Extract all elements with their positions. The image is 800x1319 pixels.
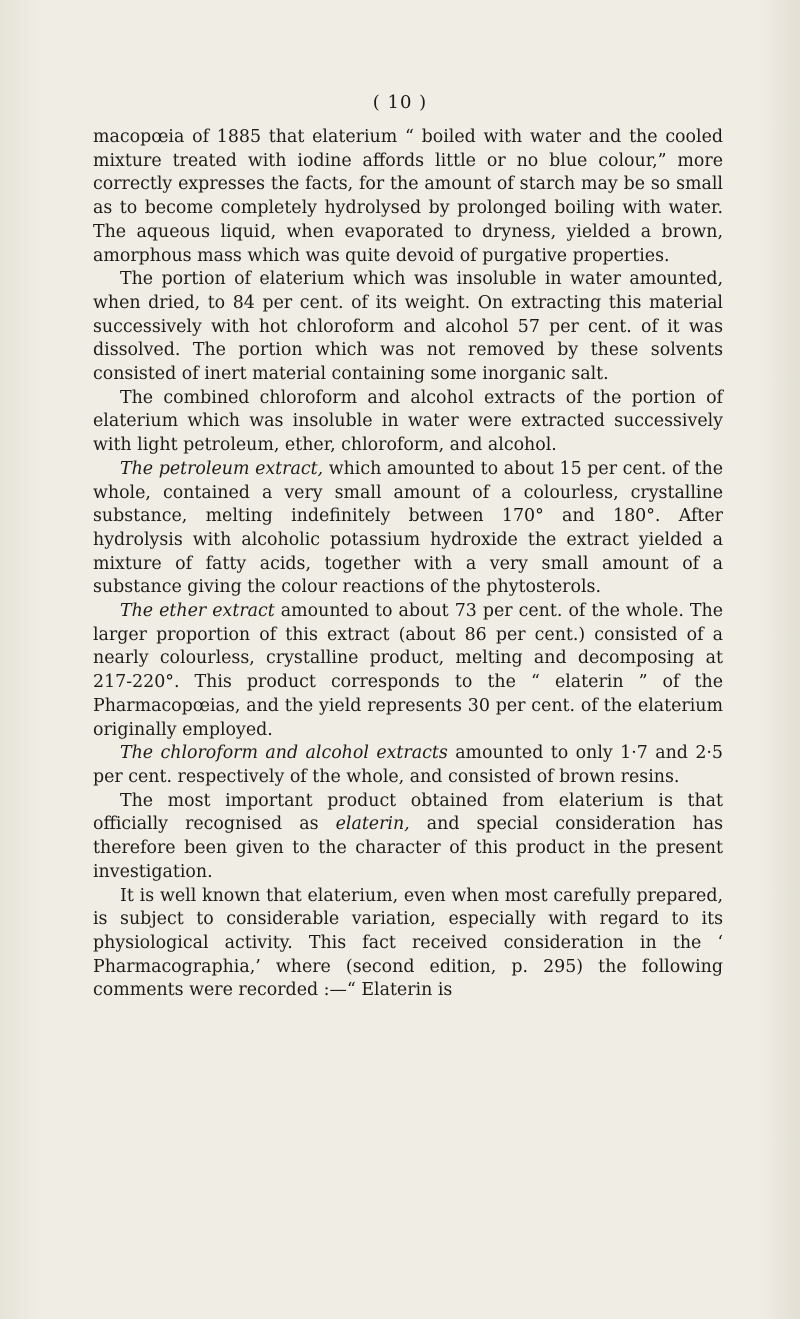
paragraph-text: It is well known that elaterium, even when most carefully prepared, is subject to considerable variation, especially with regard to its physiological activity. This fact received consideration in the ‘ Pharmacographia,’ where (second edition, p. 295) the following comments were recorded :—“ Elaterin is xyxy=(93,885,723,1001)
paragraph-text: The combined chloroform and alcohol extracts of the portion of elaterium which was insoluble in water were extracted successively with light petroleum, ether, chloroform, and alcohol. xyxy=(93,387,723,456)
paragraph-text: The most important product obtained from elaterium is that officially recognised as xyxy=(93,790,723,835)
paragraph-text: amounted to only 1·7 and 2·5 per cent. respectively of the whole, and consisted of brown resins. xyxy=(93,743,723,787)
paragraph-italic-heading: The petroleum extract, xyxy=(120,458,324,479)
paragraph-ether-extract xyxy=(93,600,723,742)
paragraph-petroleum-extract xyxy=(93,458,723,600)
paragraph-text: The portion of elaterium which was insoluble in water amounted, when dried, to 84 per cent. of its weight. On extracting this material successively with hot chloroform and alcohol 57 per cent. of it was dissolved. The portion which was not removed by these solvents consisted of inert material containing some inorganic salt. xyxy=(93,269,723,385)
paragraph-elaterin xyxy=(93,790,723,885)
paragraph-italic-heading: The chloroform and alcohol extracts xyxy=(120,743,448,764)
paragraph-italic-term: elaterin, xyxy=(335,814,410,835)
paragraph-insoluble-portion xyxy=(93,268,723,387)
paragraph-continuation xyxy=(93,126,723,268)
paragraph-text: and special consideration has therefore been given to the character of this product in the present investigation. xyxy=(93,814,723,882)
paragraph-combined-extracts xyxy=(93,387,723,458)
paragraph-italic-heading: The ether extract xyxy=(120,601,275,622)
page-number: ( 10 ) xyxy=(372,92,428,113)
paragraph-text: which amounted to about 15 per cent. of the whole, contained a very small amount of a colourless, crystalline substance, melting indefinitely between 170° and 180°. After hydrolysis with alcoholic potassium hydroxide the extract yielded a mixture of fatty acids, together with a very small amount of a substance giving the colour reactions of the phytosterols. xyxy=(93,458,723,598)
body-text xyxy=(93,126,723,1003)
paragraph-text: macopœia of 1885 that elaterium “ boiled with water and the cooled mixture treated with iodine affords little or no blue colour,” more correctly expresses the facts, for the amount of starch may be so small as to become completely hydrolysed by prolonged boiling with water. The aqueous liquid, when evaporated to dryness, yielded a brown, amorphous mass which was quite devoid of purgative properties. xyxy=(93,127,723,266)
paragraph-text: amounted to about 73 per cent. of the whole. The larger proportion of this extract (about 86 per cent.) consisted of a nearly colourless, crystalline product, melting and decomposing at 217-220°. This product corresponds to the “ elaterin ” of the Pharmacopœias, and the yield represents 30 per cent. of the elaterium originally employed. xyxy=(93,601,723,740)
paragraph-chloroform-alcohol-extracts xyxy=(93,742,723,789)
paragraph-variation xyxy=(93,885,723,1004)
